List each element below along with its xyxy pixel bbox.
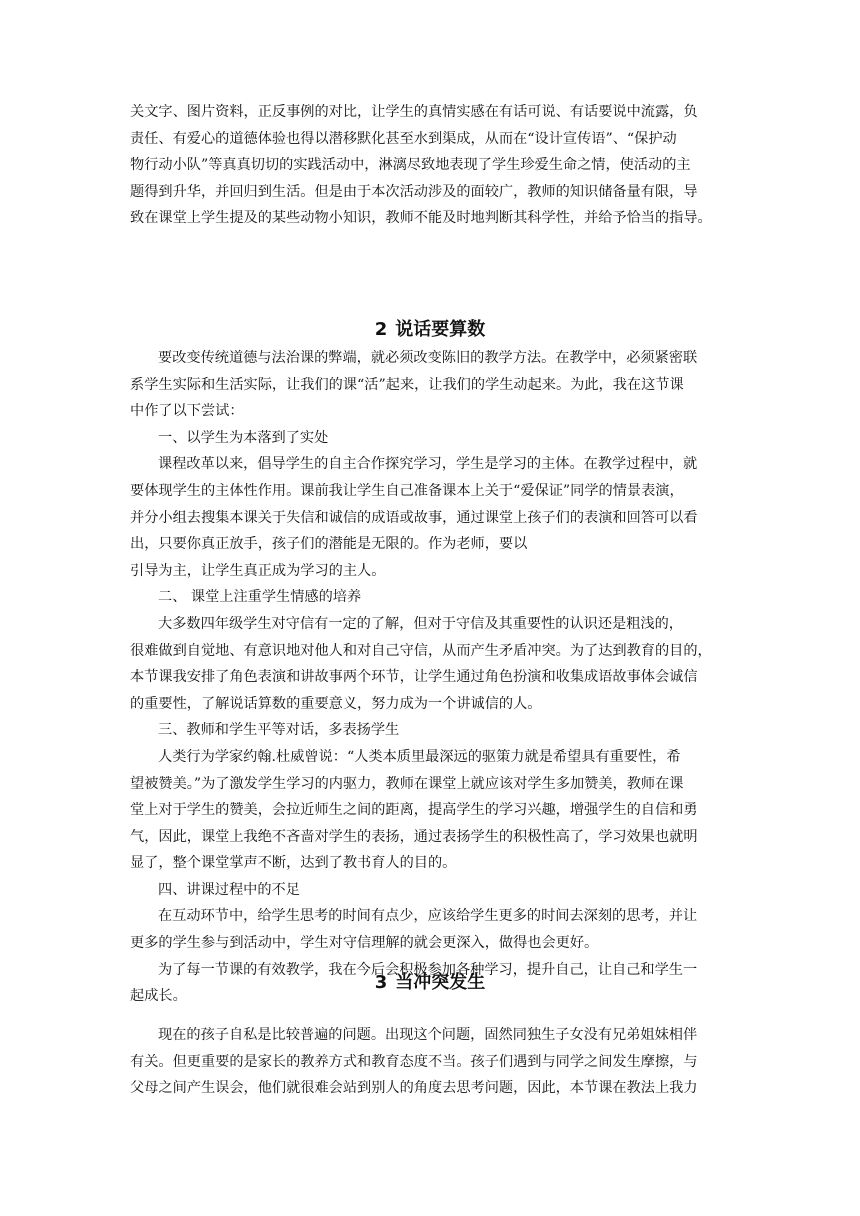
text-line: 关文字、图片资料，正反事例的对比，让学生的真情实感在有话可说、有话要说中流露，负 [130, 104, 698, 120]
text-line: 引导为主，让学生真正成为学习的主人。 [130, 562, 386, 579]
text-line: 本节课我安排了角色表演和讲故事两个环节，让学生通过角色扮演和收集成语故事体会诚信 [130, 669, 698, 686]
text-line: 堂上对于学生的赞美，会拉近师生之间的距离，提高学生的学习兴趣，增强学生的自信和勇 [130, 802, 698, 819]
section-2-body [130, 345, 730, 1010]
text-line: 显了，整个课堂掌声不断，达到了教书育人的目的。 [130, 855, 457, 872]
text-line: 大多数四年级学生对守信有一定的了解，但对于守信及其重要性的认识还是粗浅的， [158, 615, 683, 632]
text-line: 为了每一节课的有效教学，我在今后会积极参加各种学习，提升自己，让自己和学生一 [158, 961, 698, 978]
text-line: 有关。但更重要的是家长的教养方式和教育态度不当。孩子们遇到与同学之间发生摩擦，与 [130, 1053, 698, 1070]
section-title: 说话要算数 [395, 319, 486, 340]
subheading: 三、教师和学生平等对话，多表扬学生 [158, 722, 400, 739]
text-line: 并分小组去搜集本课关于失信和诚信的成语或故事，通过课堂上孩子们的表演和回答可以看 [130, 509, 698, 526]
text-line: 要改变传统道德与法治课的弊端，就必须改变陈旧的教学方法。在教学中，必须紧密联 [158, 350, 698, 366]
subheading: 一、以学生为本落到了实处 [158, 429, 329, 446]
intro-paragraph [130, 99, 730, 232]
section-title: 当冲突发生 [395, 972, 486, 993]
section-3-body [130, 1022, 730, 1102]
section-number: 3 [374, 972, 388, 993]
section-2-heading [0, 318, 860, 342]
text-line: 课程改革以来，倡导学生的自主合作探究学习，学生是学习的主体。在教学过程中，就 [158, 456, 698, 473]
text-line: 责任、有爱心的道德体验也得以潜移默化甚至水到渠成，从而在“设计宣传语”、“保护动 [130, 130, 677, 147]
text-line: 中作了以下尝试： [130, 403, 244, 420]
text-line: 在互动环节中，给学生思考的时间有点少，应该给学生更多的时间去深刻的思考，并让 [158, 908, 698, 925]
text-line: 题得到升华，并回归到生活。但是由于本次活动涉及的面较广，教师的知识储备量有限，导 [130, 183, 698, 200]
section-number: 2 [374, 319, 388, 340]
text-line: 现在的孩子自私是比较普遍的问题。出现这个问题，固然同独生子女没有兄弟姐妹相伴 [158, 1027, 698, 1043]
text-line: 望被赞美。”为了激发学生学习的内驱力，教师在课堂上就应该对学生多加赞美，教师在课 [130, 775, 684, 792]
text-line: 的重要性，了解说话算数的重要意义，努力成为一个讲诚信的人。 [130, 695, 542, 712]
text-line: 要体现学生的主体性作用。课前我让学生自己准备课本上关于“爱保证”同学的情景表演， [130, 482, 684, 499]
text-line: 致在课堂上学生提及的某些动物小知识，教师不能及时地判断其科学性，并给予恰当的指导。 [130, 210, 712, 227]
text-line: 很难做到自觉地、有意识地对他人和对自己守信，从而产生矛盾冲突。为了达到教育的目的， [130, 642, 712, 659]
text-line: 人类行为学家约翰.杜威曾说：“人类本质里最深远的驱策力就是希望具有重要性，希 [158, 748, 681, 765]
text-line: 气，因此，课堂上我绝不吝啬对学生的表扬，通过表扬学生的积极性高了，学习效果也就明 [130, 828, 698, 845]
text-line: 系学生实际和生活实际，让我们的课“活”起来，让我们的学生动起来。为此，我在这节课 [130, 376, 684, 393]
text-line: 起成长。 [130, 988, 187, 1005]
text-line: 更多的学生参与到活动中，学生对守信理解的就会更深入，做得也会更好。 [130, 935, 599, 952]
text-line: 物行动小队”等真真切切的实践活动中，淋漓尽致地表现了学生珍爱生命之情，使活动的主 [130, 157, 691, 174]
section-3-heading [0, 971, 860, 995]
subheading: 二、 课堂上注重学生情感的培养 [158, 589, 362, 606]
text-line: 出，只要你真正放手，孩子们的潜能是无限的。作为老师，要以 [130, 536, 528, 553]
subheading: 四、讲课过程中的不足 [158, 881, 300, 898]
text-line: 父母之间产生误会，他们就很难会站到别人的角度去思考问题，因此，本节课在教法上我力 [130, 1080, 698, 1097]
